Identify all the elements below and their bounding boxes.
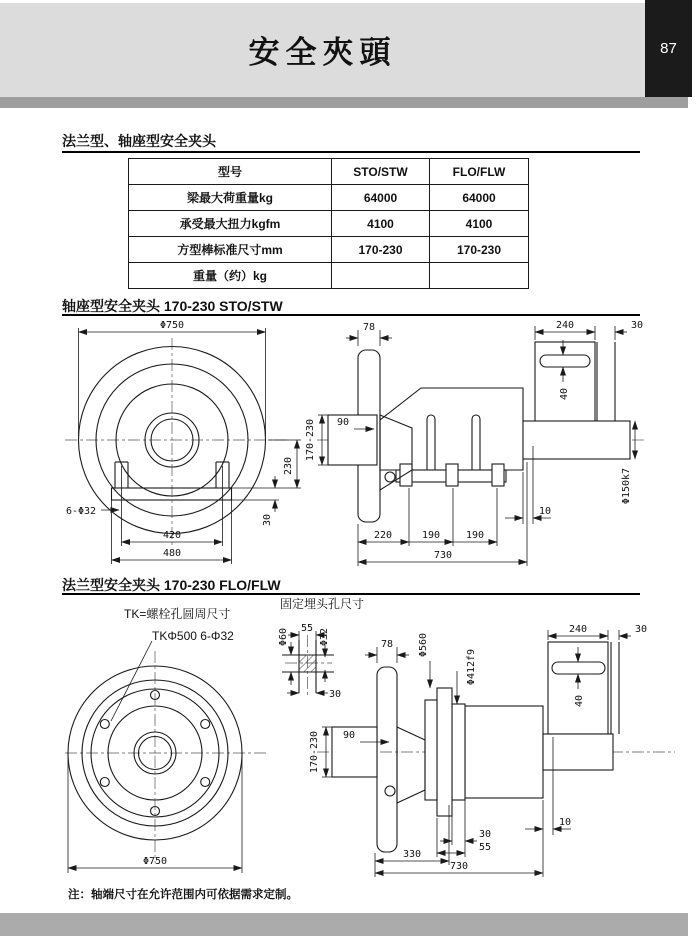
dim-base-thickness: 30 <box>262 513 273 527</box>
footnote: 注：轴端尺寸在允许范围内可依据需求定制。 <box>68 889 298 901</box>
dim-bracket-plate: 30 <box>630 320 644 331</box>
dim-pilot-dia: Φ412f9 <box>466 648 477 686</box>
table-header-row <box>129 159 529 185</box>
dim-length-330: 330 <box>402 849 422 860</box>
spec-table <box>128 158 529 289</box>
dim-square-range: 170-230 <box>305 418 316 462</box>
dim-square-range: 170-230 <box>309 730 320 774</box>
page-title: 安全夾頭 <box>248 35 397 70</box>
dim-step-55: 55 <box>478 842 492 853</box>
header-divider <box>0 97 688 108</box>
col-header-model: 型号 <box>129 159 332 185</box>
row-label: 方型棒标准尺寸mm <box>129 237 332 263</box>
dim-step-30: 30 <box>478 829 492 840</box>
header-band <box>0 3 688 97</box>
table-row <box>129 237 529 263</box>
countersunk-hole-detail <box>278 623 341 700</box>
flange-type-drawing <box>55 595 688 885</box>
cell-value: 4100 <box>332 211 430 237</box>
dim-bracket-width: 240 <box>568 624 588 635</box>
tk-note-label: TK=螺栓孔圆周尺寸 <box>124 607 231 621</box>
dim-bolt-spacing: 420 <box>162 530 182 541</box>
col-header-flo: FLO/FLW <box>430 159 529 185</box>
dim-hole-dia: Φ32 <box>319 627 330 647</box>
dim-top-55: 55 <box>300 623 314 634</box>
dim-seg-190a: 190 <box>421 530 441 541</box>
flange-side-view <box>309 624 675 877</box>
dim-disc-thickness: 78 <box>380 639 394 650</box>
dim-counterbore-dia: Φ60 <box>278 627 289 647</box>
dim-engage-depth: 90 <box>342 730 356 741</box>
dim-slot-height: 40 <box>559 387 570 401</box>
row-label: 梁最大荷重量kg <box>129 185 332 211</box>
row-label: 重量（约）kg <box>129 263 332 289</box>
shaft-type-drawing <box>55 316 688 574</box>
dim-slot-height: 40 <box>574 694 585 708</box>
dim-offset-10: 10 <box>538 506 552 517</box>
table-row <box>129 211 529 237</box>
dim-flange-dia: Φ560 <box>418 632 429 658</box>
cell-value <box>430 263 529 289</box>
row-label: 承受最大扭力kgfm <box>129 211 332 237</box>
shaft-front-view <box>65 320 301 564</box>
dim-engage-depth: 90 <box>336 417 350 428</box>
dim-seg-220: 220 <box>373 530 393 541</box>
dim-overall-length: 730 <box>433 550 453 561</box>
cell-value: 64000 <box>430 185 529 211</box>
dim-shaft-dia: Φ150k7 <box>621 467 632 505</box>
dim-center-to-base: 230 <box>283 456 294 476</box>
flange-front-view <box>65 641 269 873</box>
table-row <box>129 263 529 289</box>
col-header-sto: STO/STW <box>332 159 430 185</box>
dim-bracket-plate: 30 <box>634 624 648 635</box>
page-number: 87 <box>645 0 692 97</box>
section-title-shaft-type: 轴座型安全夹头 170-230 STO/STW <box>62 298 283 314</box>
dim-offset-10: 10 <box>558 817 572 828</box>
cell-value <box>332 263 430 289</box>
shaft-side-view <box>305 320 645 566</box>
dim-seg-190b: 190 <box>465 530 485 541</box>
dim-bracket-width: 240 <box>555 320 575 331</box>
dim-base-width: 480 <box>162 548 182 559</box>
footer-bar <box>0 913 688 936</box>
dim-disc-thickness: 78 <box>362 322 376 333</box>
tk-value-label: TKΦ500 6-Φ32 <box>152 629 234 643</box>
dim-overall-length: 730 <box>449 861 469 872</box>
cell-value: 64000 <box>332 185 430 211</box>
dim-bottom-30: 30 <box>328 689 342 700</box>
dim-front-diameter: Φ750 <box>142 856 168 867</box>
dim-front-diameter: Φ750 <box>159 320 185 331</box>
cell-value: 170-230 <box>430 237 529 263</box>
section-title-spec: 法兰型、轴座型安全夹头 <box>62 133 216 149</box>
table-row <box>129 185 529 211</box>
cell-value: 4100 <box>430 211 529 237</box>
section-title-flange-type: 法兰型安全夹头 170-230 FLO/FLW <box>62 577 281 593</box>
countersunk-hole-label: 固定埋头孔尺寸 <box>280 597 365 611</box>
section-rule <box>62 151 640 153</box>
cell-value: 170-230 <box>332 237 430 263</box>
dim-bolt-holes: 6-Φ32 <box>65 506 97 517</box>
